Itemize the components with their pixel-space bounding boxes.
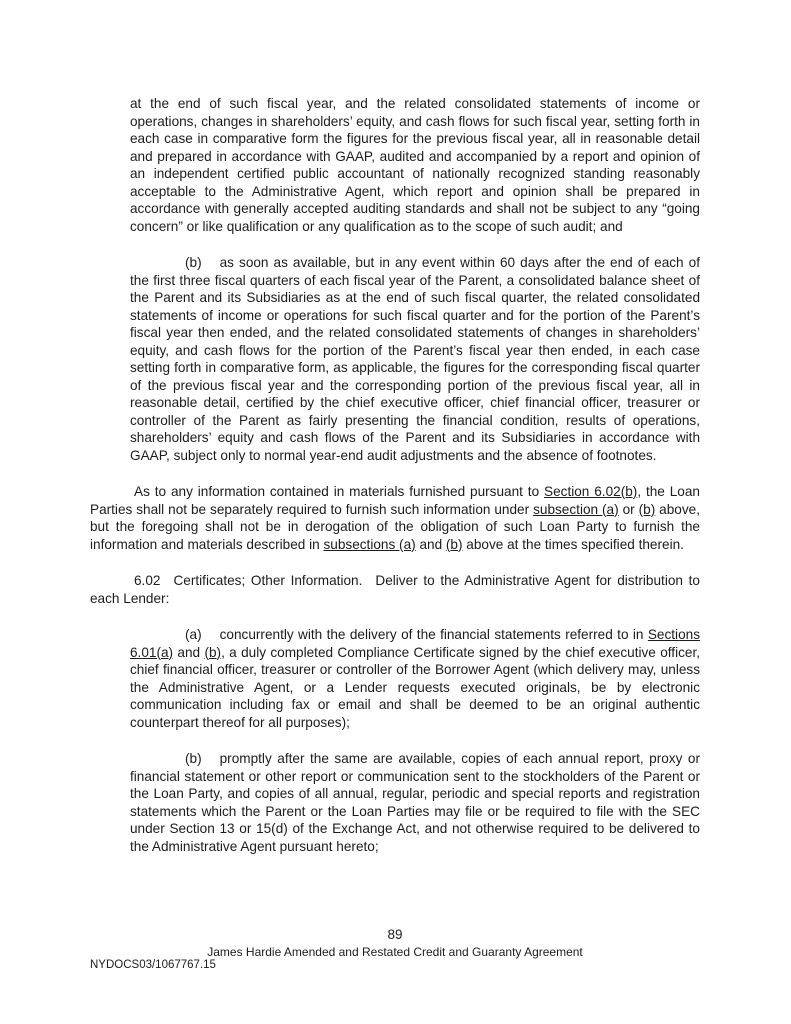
paragraph-text: at the end of such fiscal year, and the related consolidated statements of income or operations, changes in shareholders’ equity, and cash flows for such fiscal year, setting forth in each case in comparative form the figures for the previous fiscal year, all in reasonable detail and prepared in accordance with GAAP, audited and accompanied by a report and opinion of an independent certified public accountant of nationally recognized standing reasonably acceptable to the Administrative Agent, which report and opinion shall be prepared in accordance with generally accepted auditing standards and shall not be subject to any “going concern” or like qualification or any qualification as to the scope of such audit; and (130, 96, 700, 234)
page-number: 89 (387, 927, 403, 942)
paragraph-6.01-b (130, 254, 700, 464)
section-6.02-heading (90, 572, 700, 607)
page-footer (90, 926, 700, 972)
paragraph-text: As to any information contained in materials furnished pursuant to Section 6.02(b), the Loan Parties shall not be separately required to furnish such information under subsection (a) or (b) above, but the foregoing shall not be in derogation of the obligation of such Loan Party to furnish the information and materials described in subsections (a) and (b) above at the times specified therein. (90, 484, 700, 552)
section-lead-in: Deliver to the Administrative Agent for distribution to each Lender: (90, 573, 700, 606)
paragraph-text: as soon as available, but in any event within 60 days after the end of each of the first three fiscal quarters of each fiscal year of the Parent, a consolidated balance sheet of the Parent and its Subsidiaries as at the end of such fiscal quarter, the related consolidated statements of income or operations for such fiscal quarter and for the portion of the Parent’s fiscal year then ended, and the related consolidated statements of changes in shareholders’ equity, and cash flows for the portion of the Parent’s fiscal year then ended, in each case setting forth in comparative form, as applicable, the figures for the corresponding fiscal quarter of the previous fiscal year and the corresponding portion of the previous fiscal year, all in reasonable detail, certified by the chief executive officer, chief financial officer, treasurer or controller of the Parent as fairly presenting the financial condition, results of operations, shareholders’ equity and cash flows of the Parent and its Subsidiaries in accordance with GAAP, subject only to normal year-end audit adjustments and the absence of footnotes. (130, 255, 700, 463)
document-reference-number: NYDOCS03/1067767.15 (90, 959, 216, 971)
subsection-label: (b) (185, 255, 202, 270)
section-title: Certificates; Other Information. (173, 573, 363, 588)
footer-document-title: James Hardie Amended and Restated Credit and Guaranty Agreement (207, 945, 583, 959)
paragraph-text: concurrently with the delivery of the financial statements referred to in Sections 6.01(a) and (b), a duly completed Compliance Certificate signed by the chief executive officer, chief financial officer, treasurer or controller of the Borrower Agent (which delivery may, unless the Administrative Agent, or a Lender requests executed originals, be by electronic communication including fax or email and shall be deemed to be an original authentic counterpart thereof for all purposes); (130, 627, 700, 730)
subsection-label: (a) (185, 627, 202, 642)
section-number: 6.02 (134, 573, 161, 588)
subsection-label: (b) (185, 751, 202, 766)
paragraph-fiscal-year-statements (130, 95, 700, 235)
paragraph-text: promptly after the same are available, copies of each annual report, proxy or financial statement or other report or communication sent to the stockholders of the Parent or the Loan Party, and copies of all annual, regular, periodic and special reports and registration statements which the Parent or the Loan Parties may file or be required to file with the SEC under Section 13 or 15(d) of the Exchange Act, and not otherwise required to be delivered to the Administrative Agent pursuant hereto; (130, 751, 700, 854)
paragraph-information-note (90, 483, 700, 553)
paragraph-6.02-b (130, 750, 700, 855)
document-body (90, 95, 700, 874)
paragraph-6.02-a (130, 626, 700, 731)
